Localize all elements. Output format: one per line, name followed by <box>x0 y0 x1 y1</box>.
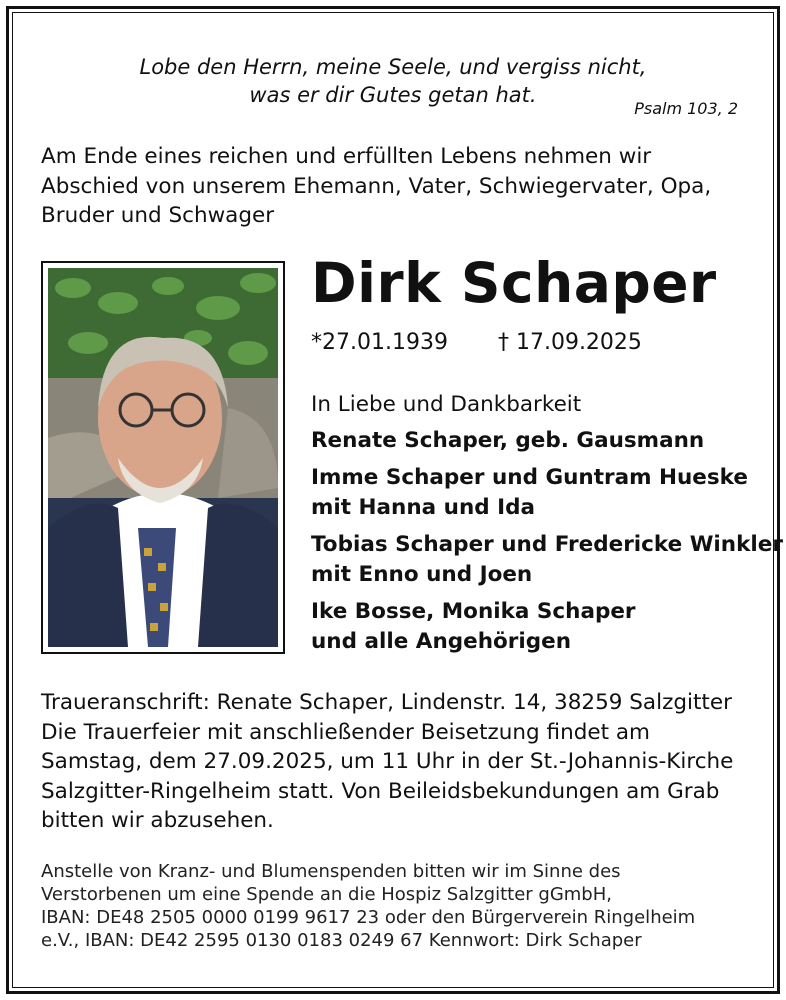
donation-note <box>41 860 761 952</box>
donation-line: Anstelle von Kranz- und Blumenspenden bitten wir im Sinne des <box>41 861 621 882</box>
birth-date: *27.01.1939 <box>311 330 448 355</box>
funeral-info-line: Samstag, dem 27.09.2025, um 11 Uhr in der St.-Johannis-Kirche <box>41 749 734 774</box>
mourners-list <box>311 390 783 664</box>
intro-line: Am Ende eines reichen und erfüllten Lebens nehmen wir <box>41 144 652 169</box>
donation-line: e.V., IBAN: DE42 2595 0130 0183 0249 67 Kennwort: Dirk Schaper <box>41 930 642 951</box>
deceased-name: Dirk Schaper <box>311 251 717 315</box>
quote-line: was er dir Gutes getan hat. <box>249 83 537 107</box>
mourners-intro: In Liebe und Dankbarkeit <box>311 392 582 417</box>
quote-reference: Psalm 103, 2 <box>634 99 738 118</box>
intro-line: Abschied von unserem Ehemann, Vater, Schwiegervater, Opa, <box>41 173 712 199</box>
quote-line: Lobe den Herrn, meine Seele, und vergiss nicht, <box>139 55 647 79</box>
funeral-info-line: Die Trauerfeier mit anschließender Beisetzung findet am <box>41 719 650 745</box>
mourner-group <box>311 426 761 456</box>
funeral-info-line: bitten wir abzusehen. <box>41 808 274 833</box>
mourner-line: Ike Bosse, Monika Schaper <box>311 599 636 624</box>
mourner-group <box>311 597 761 656</box>
intro-line: Bruder und Schwager <box>41 203 275 228</box>
donation-line: IBAN: DE48 2505 0000 0199 9617 23 oder den Bürgerverein Ringelheim <box>41 907 696 928</box>
mourner-line: mit Enno und Joen <box>311 561 533 587</box>
portrait-photo <box>41 261 285 654</box>
mourner-group <box>311 463 761 522</box>
mourner-line: mit Hanna und Ida <box>311 494 536 520</box>
death-date: † 17.09.2025 <box>497 330 642 355</box>
mourner-line: Tobias Schaper und Fredericke Winkler <box>311 532 783 557</box>
mourner-line: und alle Angehörigen <box>311 628 572 654</box>
funeral-info-line: Traueranschrift: Renate Schaper, Lindenstr. 14, 38259 Salzgitter <box>41 690 732 715</box>
mourner-group <box>311 530 783 589</box>
mourner-line: Renate Schaper, geb. Gausmann <box>311 427 705 453</box>
donation-line: Verstorbenen um eine Spende an die Hospiz Salzgitter gGmbH, <box>41 884 612 905</box>
funeral-info-line: Salzgitter-Ringelheim statt. Von Beileidsbekundungen am Grab <box>41 778 720 804</box>
life-dates <box>311 330 642 355</box>
mourner-line: Imme Schaper und Guntram Hueske <box>311 465 748 490</box>
intro-text <box>41 142 741 231</box>
portrait-image <box>48 268 278 647</box>
funeral-info <box>41 688 761 836</box>
